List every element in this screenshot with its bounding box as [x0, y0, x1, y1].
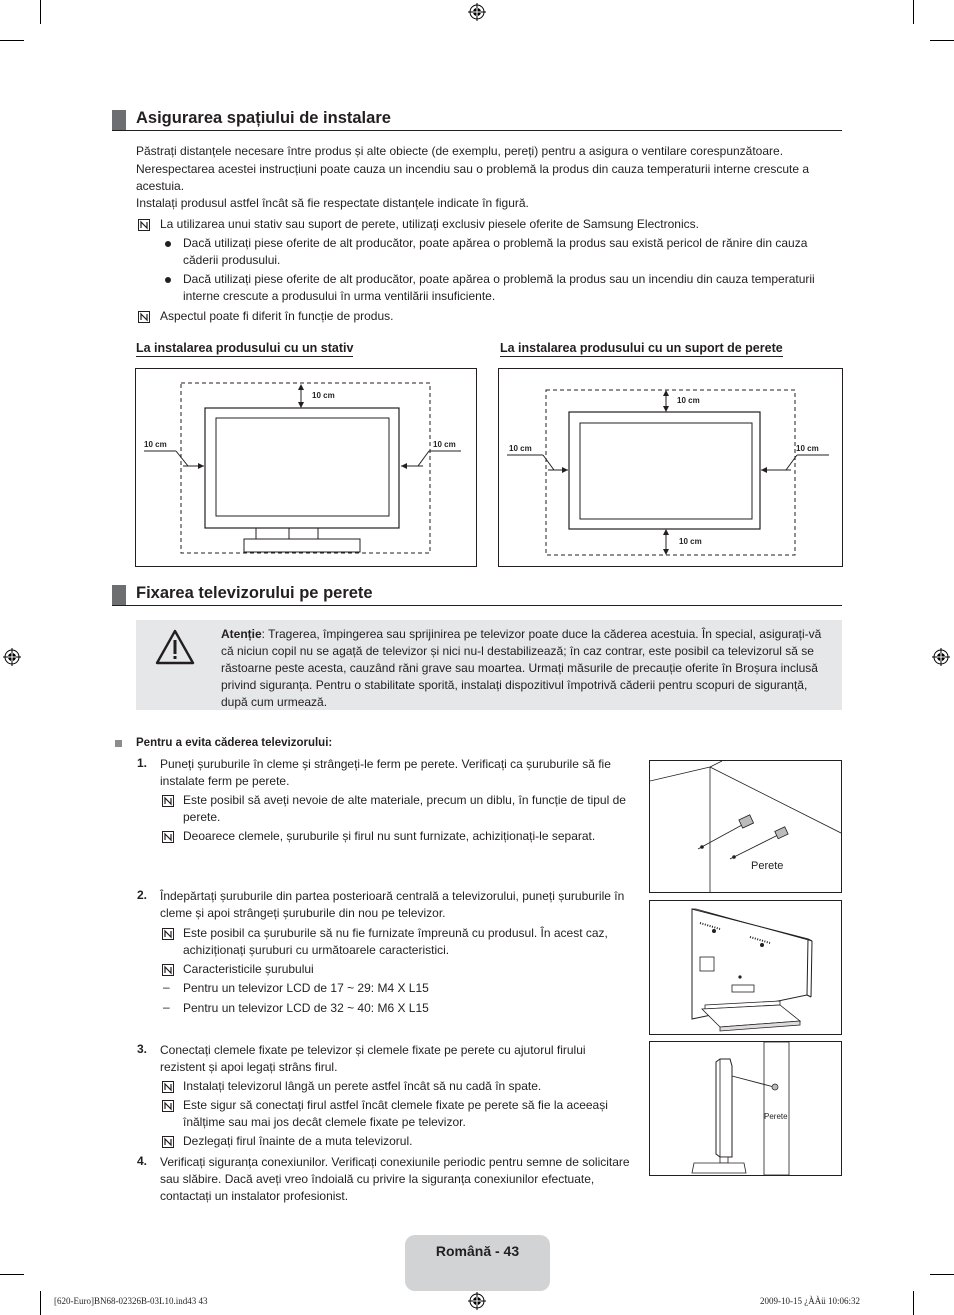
- wall-clamps-illustration: [649, 760, 842, 893]
- warning-box: [136, 620, 842, 710]
- warning-text: : Tragerea, împingerea sau sprijinirea pe televizor poate duce la căderea acestuia. În special, asigurați-vă că niciun copil nu se agață de televizor și nici nu-l destabilizează; în caz contrar, este posibil ca televizorul să se răstoarne peste acesta, cauzând răni grave sau moartea. Urmați măsurile de precauție oferite în Broșura inclusă privind siguranța. Pentru o stabilitate sporită, instalați dispozitivul împotrivă căderii pentru scopuri de siguranță, după cum urmează.: [221, 627, 822, 709]
- stand-clearance-drawing: [136, 369, 476, 566]
- note-text: Este posibil ca șuruburile să nu fie furnizate împreună cu produsul. În acest caz, achiziționați șuruburi cu următoarele caracteristici.: [183, 926, 608, 957]
- section-heading-installation-space: [112, 109, 842, 131]
- registration-mark-icon: [468, 1292, 486, 1310]
- wall-clamps-drawing: [650, 761, 841, 892]
- note-icon: [162, 928, 174, 940]
- dash-icon: –: [163, 1000, 170, 1014]
- clearance-label-top: 10 cm: [312, 391, 335, 400]
- registration-mark-icon: [932, 648, 950, 666]
- section-title: Fixarea televizorului pe perete: [136, 584, 373, 602]
- note-text: Caracteristicile șurubului: [183, 962, 314, 976]
- registration-mark-icon: [468, 3, 486, 21]
- note-text: Deoarece clemele, șuruburile și firul nu sunt furnizate, achiziționați-le separat.: [183, 829, 596, 843]
- spec-text: Pentru un televizor LCD de 17 ~ 29: M4 X L15: [183, 981, 429, 995]
- wall-mount-clearance-diagram: [498, 368, 843, 567]
- tv-back-drawing: [650, 901, 841, 1034]
- crop-mark: [913, 1291, 914, 1315]
- note-icon: [138, 219, 150, 231]
- step-number: 2.: [137, 888, 148, 902]
- bullet-text: Dacă utilizați piese oferite de alt producător, poate apărea o problemă la produs sau există pericol de rănire din cauza căderii produsului.: [183, 236, 808, 267]
- crop-mark: [930, 40, 954, 41]
- warning-triangle-icon: [155, 629, 195, 665]
- clearance-label-left: 10 cm: [509, 444, 532, 453]
- step-text: Îndepărtați șuruburile din partea posterioară centrală a televizorului, puneți șuruburile în cleme și apoi strângeți șuruburile din nou pe televizor.: [160, 889, 625, 920]
- note-icon: [162, 1136, 174, 1148]
- section-title: Asigurarea spațiului de instalare: [136, 109, 391, 127]
- prevent-title: Pentru a evita căderea televizorului:: [136, 737, 333, 749]
- crop-mark: [913, 0, 914, 24]
- bullet-icon: [165, 241, 171, 247]
- section-bar: [112, 110, 126, 130]
- side-view-illustration: [649, 1041, 842, 1176]
- section-bar: [112, 585, 126, 605]
- side-view-drawing: [650, 1042, 841, 1175]
- spec-text: Pentru un televizor LCD de 32 ~ 40: M6 X L15: [183, 1001, 429, 1015]
- step-number: 4.: [137, 1154, 148, 1168]
- dash-icon: –: [163, 980, 170, 994]
- step-number: 1.: [137, 756, 148, 770]
- note-icon: [138, 311, 150, 323]
- warning-label: Atenție: [221, 627, 262, 641]
- wall-clearance-drawing: [499, 369, 842, 566]
- paragraph: Păstrați distanțele necesare între produs și alte obiecte (de exemplu, pereți) pentru a asigura o ventilare corespunzătoare.: [136, 144, 784, 158]
- clearance-label-left: 10 cm: [144, 440, 167, 449]
- wall-mount-install-title: La instalarea produsului cu un suport de perete: [500, 341, 783, 355]
- crop-mark: [0, 40, 24, 41]
- footer-file-info: [620-Euro]BN68-02326B-03L10.ind43 43: [54, 1296, 208, 1306]
- note-text: Este posibil să aveți nevoie de alte materiale, precum un diblu, în funcție de tipul de perete.: [183, 793, 626, 824]
- note-icon: [162, 1081, 174, 1093]
- note-text: La utilizarea unui stativ sau suport de perete, utilizați exclusiv piesele oferite de Samsung Electronics.: [160, 217, 699, 231]
- crop-mark: [930, 1274, 954, 1275]
- section-heading-wall-fixing: [112, 584, 842, 606]
- crop-mark: [0, 1274, 24, 1275]
- note-text: Instalați televizorul lângă un perete astfel încât să nu cadă în spate.: [183, 1079, 542, 1093]
- bullet-icon: [165, 277, 171, 283]
- crop-mark: [40, 1291, 41, 1315]
- note-text: Aspectul poate fi diferit în funcție de produs.: [160, 309, 394, 323]
- paragraph: Instalați produsul astfel încât să fie respectate distanțele indicate în figură.: [136, 196, 529, 210]
- footer-timestamp: 2009-10-15 ¿ÀÀü 10:06:32: [760, 1296, 860, 1306]
- stand-install-title: La instalarea produsului cu un stativ: [136, 341, 354, 355]
- square-bullet-icon: [115, 740, 122, 747]
- stand-clearance-diagram: [135, 368, 477, 567]
- wall-label: Perete: [764, 1112, 788, 1121]
- note-icon: [162, 964, 174, 976]
- step-text: Verificați siguranța conexiunilor. Verificați conexiunile periodic pentru semne de solicitare sau slăbire. Dacă aveți vreo îndoială cu privire la siguranța conexiunilor efectuate, contactați un instalator profesionist.: [160, 1155, 630, 1203]
- paragraph: Nerespectarea acestei instrucțiuni poate cauza un incendiu sau o problemă la produs din cauza temperaturii interne crescute a acestuia.: [136, 162, 810, 193]
- crop-mark: [40, 0, 41, 24]
- note-text: Dezlegați firul înainte de a muta televizorul.: [183, 1134, 413, 1148]
- page-number-tab: [405, 1235, 550, 1291]
- note-icon: [162, 1100, 174, 1112]
- clearance-label-right: 10 cm: [796, 444, 819, 453]
- clearance-label-bottom: 10 cm: [679, 537, 702, 546]
- clearance-label-right: 10 cm: [433, 440, 456, 449]
- tv-back-illustration: [649, 900, 842, 1035]
- step-text: Conectați clemele fixate pe televizor și clemele fixate pe perete cu ajutorul firului rezistent și apoi legați strâns firul.: [160, 1043, 586, 1074]
- note-icon: [162, 831, 174, 843]
- note-icon: [162, 795, 174, 807]
- page-number: Română - 43: [435, 1243, 520, 1259]
- clearance-label-top: 10 cm: [677, 396, 700, 405]
- note-text: Este sigur să conectați firul astfel încât clemele fixate pe perete să fie la aceeași înălțime sau mai jos decât clemele fixate pe televizor.: [183, 1098, 608, 1129]
- wall-label: Perete: [751, 860, 784, 872]
- step-text: Puneți șuruburile în cleme și strângeți-le ferm pe perete. Verificați ca șuruburile să fie instalate ferm pe perete.: [160, 757, 611, 788]
- registration-mark-icon: [3, 648, 21, 666]
- bullet-text: Dacă utilizați piese oferite de alt producător, poate apărea o problemă la produs sau un incendiu din cauza temperaturii interne crescute a produsului în urma ventilării insuficiente.: [183, 272, 815, 303]
- step-number: 3.: [137, 1042, 148, 1056]
